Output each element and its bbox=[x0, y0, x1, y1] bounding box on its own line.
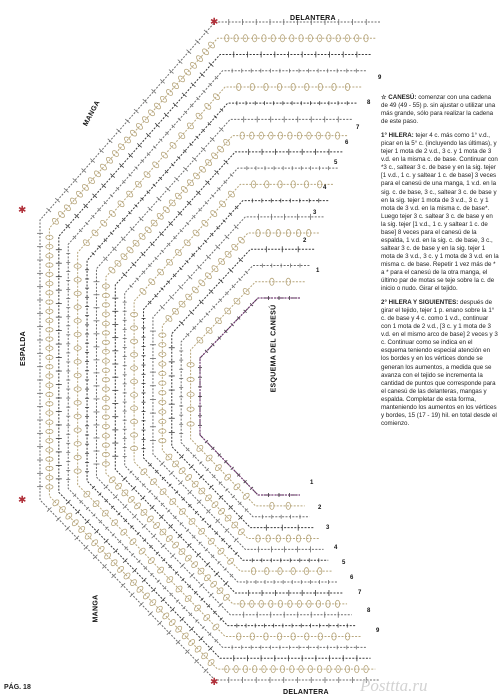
stitch bbox=[209, 593, 213, 597]
heading-hilera-1: 1° HILERA: bbox=[381, 132, 414, 140]
label-esquema: ESQUEMA DEL CANESÚ bbox=[270, 304, 278, 393]
paragraph-hilera-1 bbox=[381, 132, 499, 212]
stitch bbox=[171, 163, 174, 166]
paragraph-hilera-1-cont: Luego tejer 3 c. saltear 3 c. de base y en la sig. tejer [1 v.d., 1 c. y saltear 1 c. de base] 8 veces para el canesú de la espalda, 1 v.d. en la sig. c. de base, 3 c., saltear 3 c. de base y en la sig. tejer 1 mota de 3 v.d., 3 c. y 1 mota de 3 v.d. en la misma c. de base. Repetir 1 vez más de * a * para el canesú de la otra manga, el último par de motas se teje sobre la c. de inicio o nudo. Girar el tejido. bbox=[381, 212, 499, 293]
stitch bbox=[139, 602, 143, 606]
stitch bbox=[85, 222, 88, 225]
stitch bbox=[148, 490, 151, 493]
stitch bbox=[56, 517, 60, 521]
stitch bbox=[196, 136, 199, 139]
stitch-row bbox=[162, 233, 318, 538]
stitch bbox=[209, 63, 213, 67]
corner-star: ✱ bbox=[210, 677, 219, 688]
stitch bbox=[148, 612, 152, 616]
corner-star: ✱ bbox=[18, 495, 27, 506]
stitch bbox=[211, 195, 214, 198]
row-number: 9 bbox=[378, 75, 382, 81]
stitch bbox=[118, 512, 121, 515]
row-number: 6 bbox=[350, 575, 354, 581]
stitch bbox=[161, 544, 165, 548]
stitch bbox=[157, 580, 160, 583]
stitch-row bbox=[153, 217, 324, 550]
paragraph-hilera-2 bbox=[381, 299, 499, 428]
stitch bbox=[203, 90, 206, 93]
row-number: 7 bbox=[356, 125, 360, 131]
paragraph-body: comenzar con una cadena de 49 (49 - 55) p. sin ajustar o utilizar una más grande, sólo para realizar la cadena de este paso. bbox=[381, 94, 496, 126]
stitch bbox=[171, 554, 175, 558]
label-delantera-bottom: DELANTERA bbox=[283, 689, 329, 696]
stitch-row bbox=[115, 152, 342, 593]
stitch bbox=[112, 533, 115, 536]
stitch bbox=[65, 526, 69, 530]
stitch bbox=[215, 572, 219, 576]
label-delantera-top: DELANTERA bbox=[290, 15, 336, 22]
stitch bbox=[178, 118, 181, 121]
stitch bbox=[153, 184, 156, 187]
heading-canesu: ☆ CANESÚ: bbox=[381, 94, 417, 101]
stitch bbox=[186, 222, 189, 225]
page-number: PÁG. 18 bbox=[4, 684, 31, 691]
stitch bbox=[199, 461, 202, 464]
row-number: 8 bbox=[367, 100, 371, 106]
paragraph-body: tejer 4 c. más como 1° v.d., picar en la 5° c. (incluyendo las últimas), y tejer 1 mota de 2 v.d., 3 c. y 1 mota de 3 v.d. en la misma c. de base. Continuar con *3 c., saltear 3 c. de base y en la sig. tejer [1 v.d., 1 c. y saltear 1 c. de base] 3 veces para el canesú de una manga, 1 v.d. en la sig. c. de base, 3 c., saltear 3 c. de base y en la sig. tejer 1 mota de 3 v.d., 3 c. y 1 mota de 3 v.d. en la misma c. de base*. bbox=[381, 132, 498, 212]
row-number: 1 bbox=[316, 268, 320, 274]
stitch-cluster bbox=[108, 266, 116, 274]
stitch bbox=[204, 240, 207, 243]
stitch bbox=[181, 578, 184, 581]
paragraph-body: después de girar el tejido, tejer 1 p. enano sobre la 1° c. de base y 4 c. como 1 v.d., continuar con 1 mota de 2 v.d., [3 c. y 1 mota de 3 v.d. en el mismo arco de base] 2 veces y 3 c. Continuar como se indica en el esquema teniendo especial atención en los bordes y en los vértices donde se generan los aumentos, a medida que se avanza con el tejido se incrementa la cantidad de puntos que corresponde para el canesú de las delanteras, mangas y espalda. Completar de esta forma, manteniendo los aumentos en los vértices y bordes, 15 (17 - 19) hil. en total desde el comienzo. bbox=[381, 299, 498, 427]
heading-hilera-2: 2° HILERA Y SIGUIENTES: bbox=[381, 299, 459, 307]
stitch bbox=[132, 486, 136, 490]
stitch bbox=[160, 462, 164, 466]
row-number: 9 bbox=[376, 628, 380, 634]
stitch bbox=[47, 208, 51, 212]
stitch bbox=[190, 573, 194, 577]
stitch bbox=[169, 484, 172, 487]
stitch-row bbox=[200, 298, 300, 495]
stitch bbox=[202, 626, 205, 629]
stitch bbox=[223, 220, 226, 223]
stitch bbox=[161, 288, 164, 291]
label-manga-bottom: MANGA bbox=[92, 594, 100, 623]
row-number: 5 bbox=[342, 560, 346, 566]
stitch bbox=[110, 194, 113, 197]
label-espalda: ESPALDA bbox=[20, 330, 28, 367]
stitch bbox=[153, 146, 156, 149]
row-number: 4 bbox=[334, 545, 338, 551]
stitch bbox=[199, 475, 203, 479]
row-number: 2 bbox=[303, 238, 307, 244]
row-number: 1 bbox=[310, 480, 314, 486]
row-number: 6 bbox=[345, 140, 349, 146]
stitch bbox=[225, 488, 228, 491]
stitch bbox=[130, 285, 133, 288]
stitch-row bbox=[106, 136, 347, 604]
stitch bbox=[201, 598, 204, 601]
stitch bbox=[137, 532, 140, 535]
stitch bbox=[202, 518, 205, 521]
stitch bbox=[212, 306, 215, 309]
stitch bbox=[186, 529, 189, 532]
instructions bbox=[381, 94, 499, 434]
corner-star: ✱ bbox=[18, 205, 27, 216]
stitch bbox=[235, 552, 238, 555]
row-number: 8 bbox=[367, 608, 371, 614]
stitch bbox=[220, 618, 223, 621]
stitch bbox=[179, 267, 182, 270]
watermark: Posttta.ru bbox=[360, 676, 428, 695]
stitch bbox=[134, 205, 137, 208]
stitch bbox=[238, 278, 241, 281]
stitch bbox=[200, 73, 204, 77]
paragraph-canesu bbox=[381, 94, 499, 126]
row-number: 2 bbox=[318, 505, 322, 511]
starting-chain bbox=[200, 298, 300, 495]
stitch bbox=[229, 268, 233, 272]
row-number: 4 bbox=[323, 185, 327, 191]
stitch-row bbox=[191, 282, 305, 506]
row-number: 7 bbox=[358, 590, 362, 596]
stitch bbox=[195, 40, 199, 44]
stitch bbox=[199, 583, 203, 587]
row-number: 3 bbox=[326, 525, 330, 531]
label-manga-top: MANGA bbox=[82, 99, 102, 128]
stitch-row bbox=[125, 168, 338, 582]
corner-star: ✱ bbox=[210, 17, 219, 28]
stitch bbox=[92, 252, 95, 255]
stitch bbox=[122, 477, 126, 481]
stitch bbox=[245, 271, 248, 274]
stitch bbox=[174, 177, 178, 181]
stitch bbox=[166, 187, 170, 191]
stitch bbox=[130, 471, 133, 474]
stitch bbox=[167, 509, 170, 512]
row-number: 5 bbox=[334, 160, 338, 166]
stitch bbox=[214, 116, 217, 119]
stitch bbox=[206, 313, 209, 316]
stitch bbox=[180, 563, 184, 567]
stitch bbox=[117, 129, 121, 133]
row-number: 3 bbox=[313, 210, 317, 216]
